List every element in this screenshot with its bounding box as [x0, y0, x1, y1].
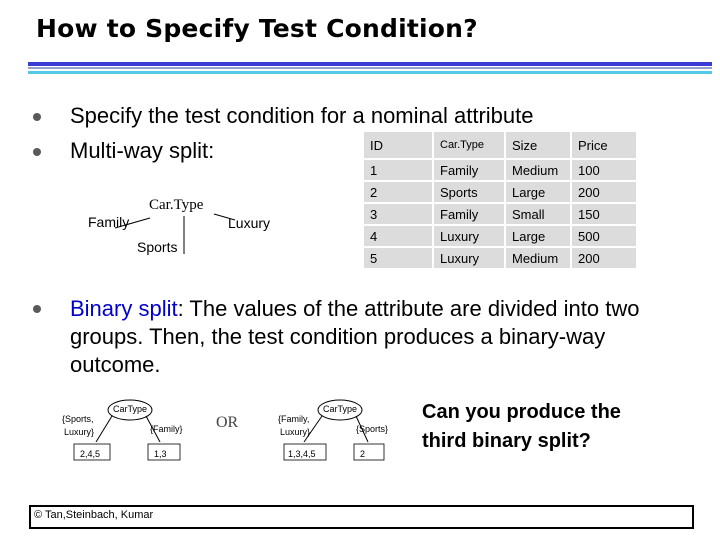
tree1-left-set-line2: Luxury}	[64, 427, 95, 437]
table-row	[364, 204, 636, 224]
table-cell: 200	[572, 248, 636, 268]
tree2-root-label: CarType	[323, 404, 358, 414]
tree1-left-leaf: 2,4,5	[80, 449, 101, 459]
or-label: OR	[216, 414, 239, 431]
bullet-nominal: Specify the test condition for a nominal attribute	[70, 103, 534, 128]
table-cell: 500	[572, 226, 636, 246]
table-row	[364, 160, 636, 180]
table-cell: Medium	[506, 248, 570, 268]
tree1-right-set: {Family}	[150, 424, 183, 434]
table-row	[364, 182, 636, 202]
table-cell: Large	[506, 226, 570, 246]
column-header: Size	[506, 132, 570, 158]
table-cell: 150	[572, 204, 636, 224]
tree-leaf-sports: Sports	[137, 239, 178, 255]
question-line-2: third binary split?	[422, 430, 591, 452]
data-table	[362, 130, 638, 270]
binary-split-highlight: Binary split	[70, 296, 178, 321]
binary-split-text: : The values of the attribute are divided into two groups. Then, the test condition produces a binary-way outcome.	[70, 296, 640, 377]
question-text	[422, 398, 621, 456]
table-cell: 1	[364, 160, 432, 180]
table-cell: 5	[364, 248, 432, 268]
tree-leaf-luxury: Luxury	[228, 215, 271, 231]
question-line-1: Can you produce the	[422, 401, 621, 423]
title-rule-cyan	[28, 71, 712, 74]
table-cell: Sports	[434, 182, 504, 202]
bullet-dot	[33, 148, 41, 156]
table-header-row	[364, 132, 636, 158]
table-row	[364, 226, 636, 246]
tree-root-node: Car.Type	[149, 197, 204, 213]
table-cell: 200	[572, 182, 636, 202]
column-header: Car.Type	[434, 132, 504, 158]
column-header: ID	[364, 132, 432, 158]
table-cell: 3	[364, 204, 432, 224]
table-cell: Large	[506, 182, 570, 202]
bullet-dot	[33, 305, 41, 313]
table-cell: Family	[434, 204, 504, 224]
table-cell: Luxury	[434, 248, 504, 268]
tree2-left-set-line1: {Family,	[278, 414, 310, 424]
title-rule	[28, 62, 712, 66]
tree1-branch-left	[96, 416, 112, 442]
page-title: How to Specify Test Condition?	[36, 14, 478, 43]
tree2-left-leaf: 1,3,4,5	[288, 449, 316, 459]
table-cell: Medium	[506, 160, 570, 180]
table-row	[364, 248, 636, 268]
tree-leaf-family: Family	[88, 214, 130, 230]
table-cell: 100	[572, 160, 636, 180]
bullet-multiway: Multi-way split:	[70, 138, 215, 163]
table-cell: 4	[364, 226, 432, 246]
table-cell: Small	[506, 204, 570, 224]
tree1-left-set-line1: {Sports,	[62, 414, 94, 424]
bullet-dot	[33, 113, 41, 121]
bullet-binary-split	[70, 295, 670, 379]
tree2-leaf-right-box	[354, 444, 384, 460]
table-cell: 2	[364, 182, 432, 202]
tree2-right-leaf: 2	[360, 449, 366, 459]
table-cell: Family	[434, 160, 504, 180]
table-cell: Luxury	[434, 226, 504, 246]
tree2-right-set: {Sports}	[356, 424, 389, 434]
tree1-root-label: CarType	[113, 404, 148, 414]
column-header: Price	[572, 132, 636, 158]
tree1-right-leaf: 1,3	[154, 449, 167, 459]
footer-copyright: © Tan,Steinbach, Kumar	[34, 509, 154, 521]
tree2-left-set-line2: Luxury}	[280, 427, 311, 437]
title-rule-grey	[28, 67, 712, 69]
footer-box	[29, 505, 694, 529]
